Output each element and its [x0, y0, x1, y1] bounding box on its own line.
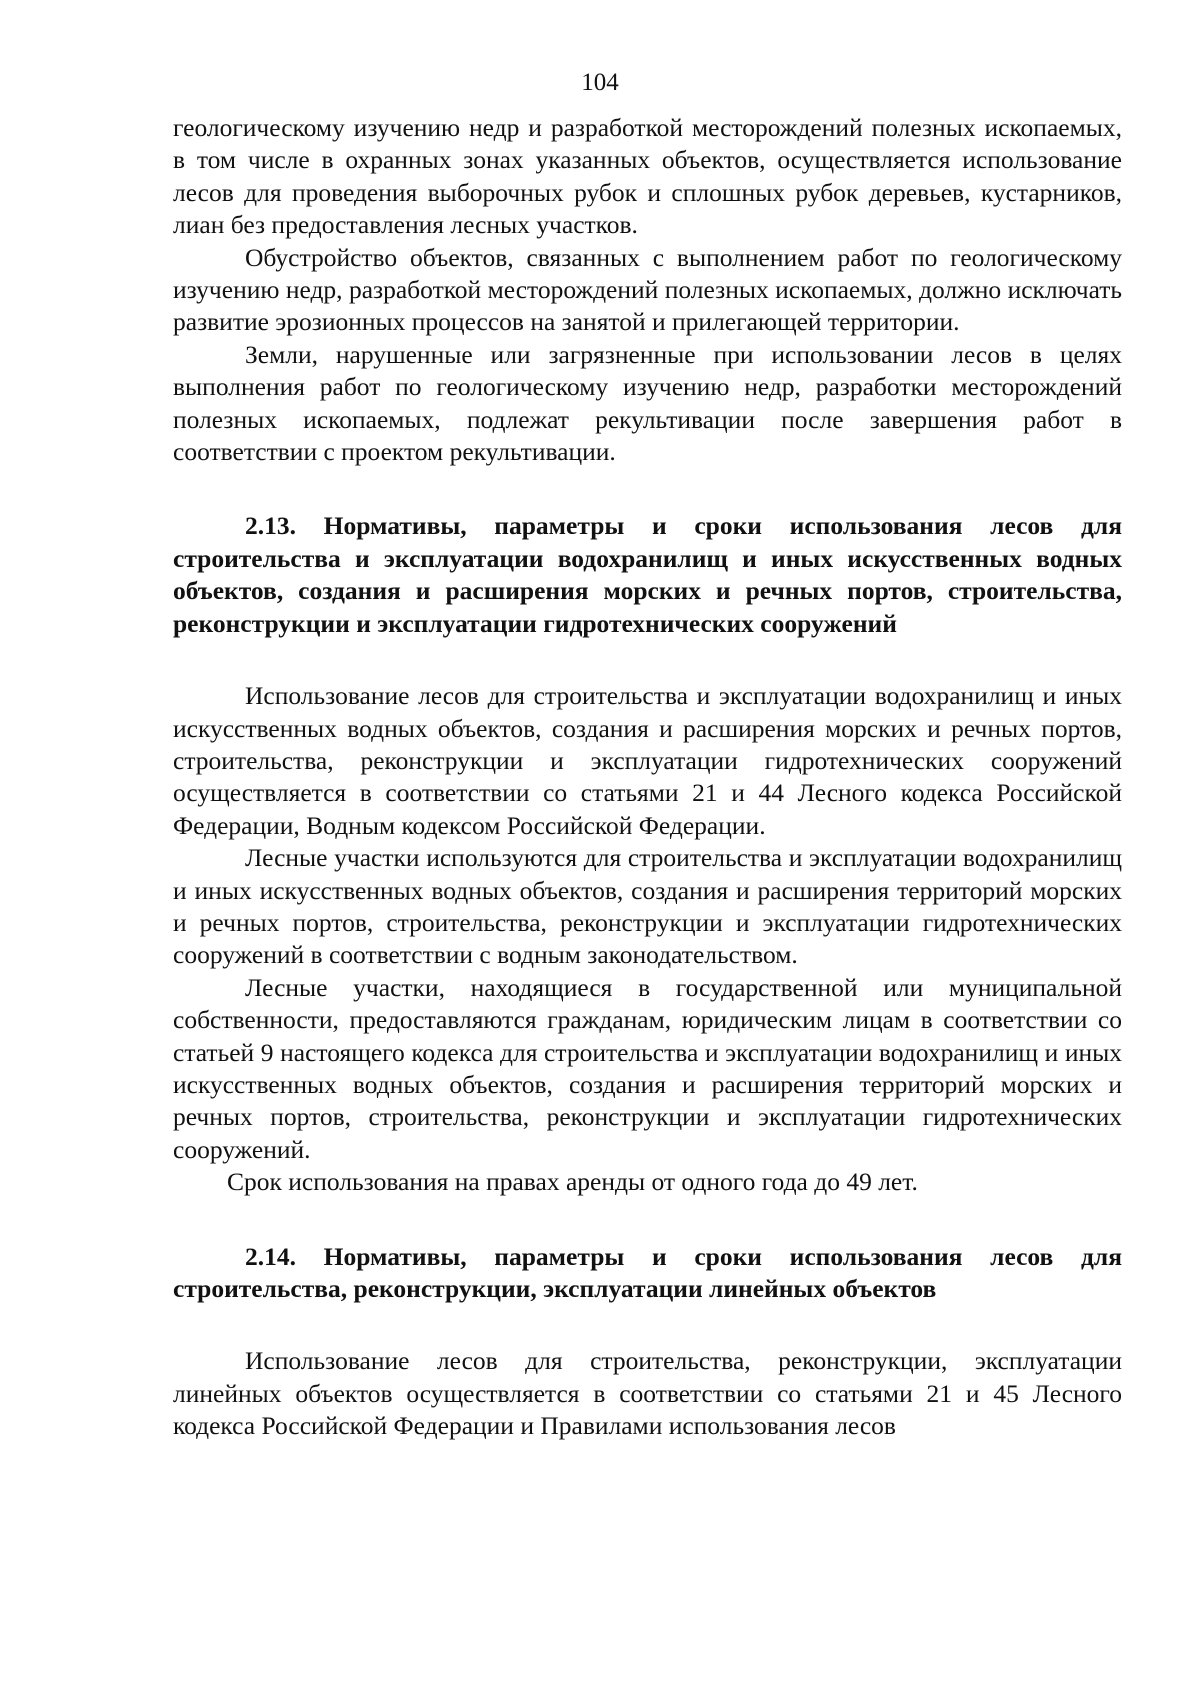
- section-2-13-paragraph-2: Лесные участки используются для строительства и эксплуатации водохранилищ и иных искусственных водных объектов, создания и расширения территорий морских и речных портов, строительства, реконструкции и эксплуатации гидротехнических сооружений в соответствии с водным законодательством.: [173, 843, 1122, 970]
- section-2-14-paragraph-1: Использование лесов для строительства, реконструкции, эксплуатации линейных объектов осуществляется в соответствии со статьями 21 и 45 Лесного кодекса Российской Федерации и Правилами использования лесов: [173, 1346, 1122, 1441]
- paragraph-continuation: геологическому изучению недр и разработкой месторождений полезных ископаемых, в том числе в охранных зонах указанных объектов, осуществляется использование лесов для проведения выборочных рубок и сплошных рубок деревьев, кустарников, лиан без предоставления лесных участков.: [173, 113, 1122, 240]
- paragraph-land-reclamation: Земли, нарушенные или загрязненные при использовании лесов в целях выполнения работ по геологическому изучению недр, разработки месторождений полезных ископаемых, подлежат рекультивации после завершения работ в соответствии с проектом рекультивации.: [173, 339, 1122, 467]
- document-body: [173, 112, 1122, 1443]
- section-2-13-paragraph-1: Использование лесов для строительства и эксплуатации водохранилищ и иных искусственных водных объектов, создания и расширения морских и речных портов, строительства, реконструкции и эксплуатации гидротехнических сооружений осуществляется в соответствии со статьями 21 и 44 Лесного кодекса Российской Федерации, Водным кодексом Российской Федерации.: [173, 681, 1122, 840]
- section-2-13-heading: 2.13. Нормативы, параметры и сроки использования лесов для строительства и эксплуатации водохранилищ и иных искусственных водных объектов, создания и расширения морских и речных портов, строительства, реконструкции и эксплуатации гидротехнических сооружений: [173, 511, 1122, 638]
- paragraph-arrangement-of-objects: Обустройство объектов, связанных с выполнением работ по геологическому изучению недр, разработкой месторождений полезных ископаемых, должно исключать развитие эрозионных процессов на занятой и прилегающей территории.: [173, 242, 1122, 337]
- section-2-13-lease-term: Срок использования на правах аренды от одного года до 49 лет.: [227, 1167, 918, 1197]
- section-2-14-heading: 2.14. Нормативы, параметры и сроки использования лесов для строительства, реконструкции, эксплуатации линейных объектов: [173, 1241, 1122, 1303]
- section-2-13-paragraph-3: Лесные участки, находящиеся в государственной или муниципальной собственности, предоставляются гражданам, юридическим лицам в соответствии со статьей 9 настоящего кодекса для строительства и эксплуатации водохранилищ и иных искусственных водных объектов, создания и расширения территорий морских и речных портов, строительства, реконструкции и эксплуатации гидротехнических сооружений.: [173, 972, 1122, 1164]
- page-number: 104: [581, 69, 619, 96]
